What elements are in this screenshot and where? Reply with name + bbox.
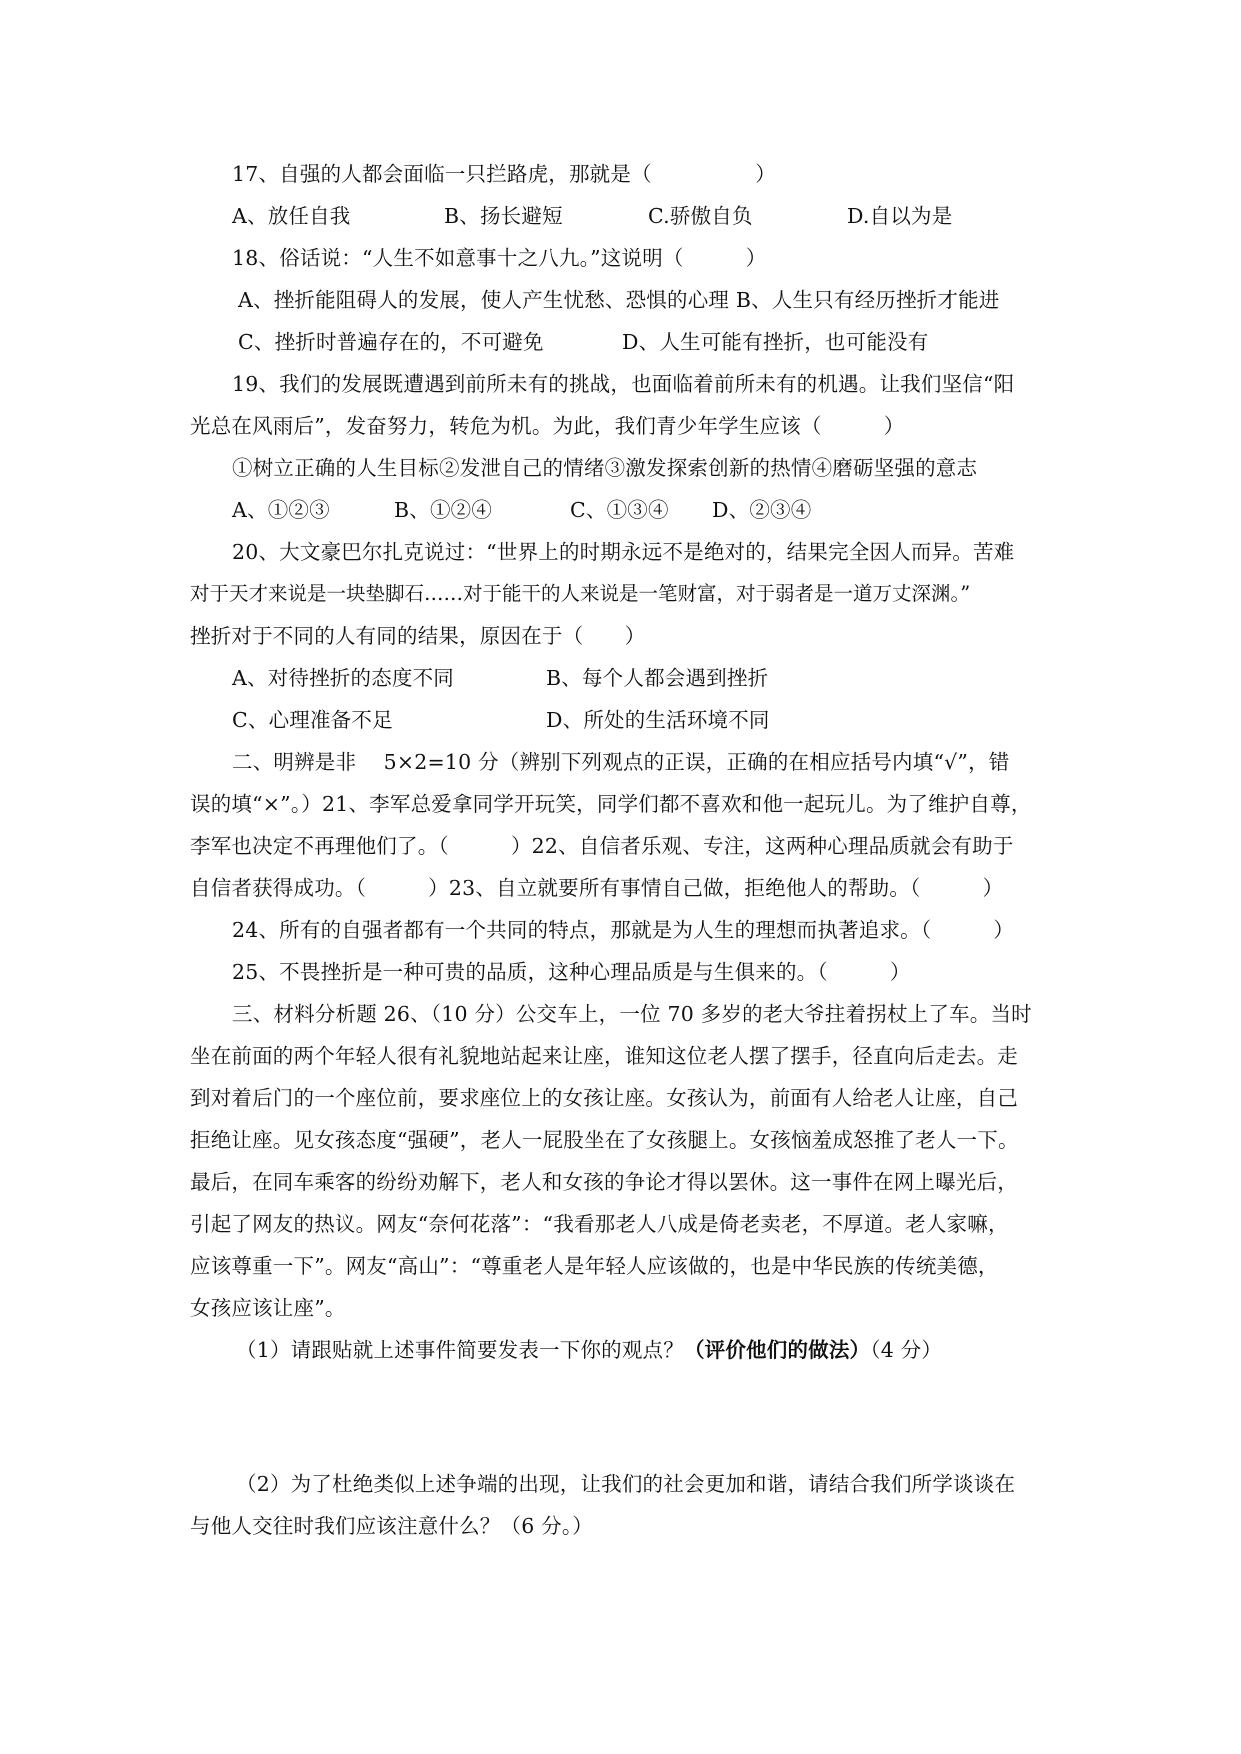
q17-stem: 17、自强的人都会面临一只拦路虎，那就是（ ） (232, 162, 776, 186)
q20-option-c: C、心理准备不足 (232, 708, 393, 732)
section3-line: 引起了网友的热议。网友“奈何花落”：“我看那老人八成是倚老卖老，不厚道。老人家嘛， (190, 1212, 1009, 1236)
section2-line6: 25、不畏挫折是一种可贵的品质，这种心理品质是与生俱来的。（ ） (232, 960, 911, 984)
q17-option-d: D.自以为是 (847, 204, 953, 228)
section3-line: 坐在前面的两个年轻人很有礼貌地站起来让座，谁知这位老人摆了摆手，径直向后走去。走 (190, 1044, 1018, 1068)
sub-question-2-line1: （2）为了杜绝类似上述争端的出现，让我们的社会更加和谐，请结合我们所学谈谈在 (236, 1472, 1016, 1496)
sub1-bold: （评价他们的做法） (683, 1338, 871, 1362)
q19-stem-line2: 光总在风雨后”，发奋努力，转危为机。为此，我们青少年学生应该（ ） (190, 414, 905, 438)
sub1-prefix: （1）请跟贴就上述事件简要发表一下你的观点？ (236, 1338, 684, 1362)
q20-stem-line2: 对于天才来说是一块垫脚石……对于能干的人来说是一笔财富，对于弱者是一道万丈深渊。” (190, 582, 971, 605)
q18-stem: 18、俗话说：“人生不如意事十之八九。”这说明（ ） (232, 246, 767, 270)
section3-line: 最后，在同车乘客的纷纷劝解下，老人和女孩的争论才得以罢休。这一事件在网上曝光后， (190, 1170, 1018, 1194)
q19-statements: ①树立正确的人生目标②发泄自己的情绪③激发探索创新的热情④磨砺坚强的意志 (232, 456, 978, 480)
section2-line2: 误的填“×”。）21、李军总爱拿同学开玩笑，同学们都不喜欢和他一起玩儿。为了维护自尊， (190, 792, 1032, 816)
section3-line: 应该尊重一下”。网友“高山”：“尊重老人是年轻人应该做的，也是中华民族的传统美德， (190, 1254, 999, 1278)
section2-line1: 二、明辨是非 5×2=10 分（辨别下列观点的正误，正确的在相应括号内填“√”，错 (232, 750, 1010, 774)
q19-option-b: B、①②④ (394, 498, 493, 522)
section3-line: 拒绝让座。见女孩态度“强硬”，老人一屁股坐在了女孩腿上。女孩恼羞成怒推了老人一下。 (190, 1128, 1019, 1152)
q20-stem-line1: 20、大文豪巴尔扎克说过：“世界上的时期永远不是绝对的，结果完全因人而异。苦难 (232, 540, 1015, 564)
section2-line4: 自信者获得成功。（ ）23、自立就要所有事情自己做，拒绝他人的帮助。（ ） (190, 876, 1004, 900)
q19-stem-line1: 19、我们的发展既遭遇到前所未有的挑战，也面临着前所未有的机遇。让我们坚信“阳 (232, 372, 1015, 396)
q19-option-a: A、①②③ (232, 498, 330, 522)
section3-line: 到对着后门的一个座位前，要求座位上的女孩让座。女孩认为，前面有人给老人让座，自己 (190, 1086, 1018, 1110)
q17-option-a: A、放任自我 (232, 204, 351, 228)
q17-option-b: B、扬长避短 (444, 204, 563, 228)
sub-question-1 (236, 1336, 942, 1364)
q19-option-d: D、②③④ (712, 498, 812, 522)
section2-line3: 李军也决定不再理他们了。（ ）22、自信者乐观、专注，这两种心理品质就会有助于 (190, 834, 1014, 858)
q20-option-b: B、每个人都会遇到挫折 (546, 666, 769, 690)
q18-options-ab: A、挫折能阻碍人的发展，使人产生忧愁、恐惧的心理 B、人生只有经历挫折才能进 (238, 288, 1000, 312)
q17-option-c: C.骄傲自负 (648, 204, 753, 228)
section2-line5: 24、所有的自强者都有一个共同的特点，那就是为人生的理想而执著追求。（ ） (232, 918, 1015, 942)
section3-line: 女孩应该让座”。 (190, 1296, 346, 1320)
q20-stem-line3: 挫折对于不同的人有同的结果，原因在于（ ） (190, 624, 646, 648)
sub1-suffix: （4 分） (870, 1338, 943, 1362)
q20-option-d: D、所处的生活环境不同 (546, 708, 770, 732)
q20-option-a: A、对待挫折的态度不同 (232, 666, 455, 690)
section3-line: 三、材料分析题 26、（10 分）公交车上，一位 70 多岁的老大爷拄着拐杖上了车。当时 (232, 1002, 1032, 1026)
q18-option-d: D、人生可能有挫折，也可能没有 (622, 330, 929, 354)
sub-question-2-line2: 与他人交往时我们应该注意什么？（6 分。） (190, 1514, 594, 1538)
q19-option-c: C、①③④ (570, 498, 669, 522)
q18-option-c: C、挫折时普遍存在的，不可避免 (238, 330, 544, 354)
